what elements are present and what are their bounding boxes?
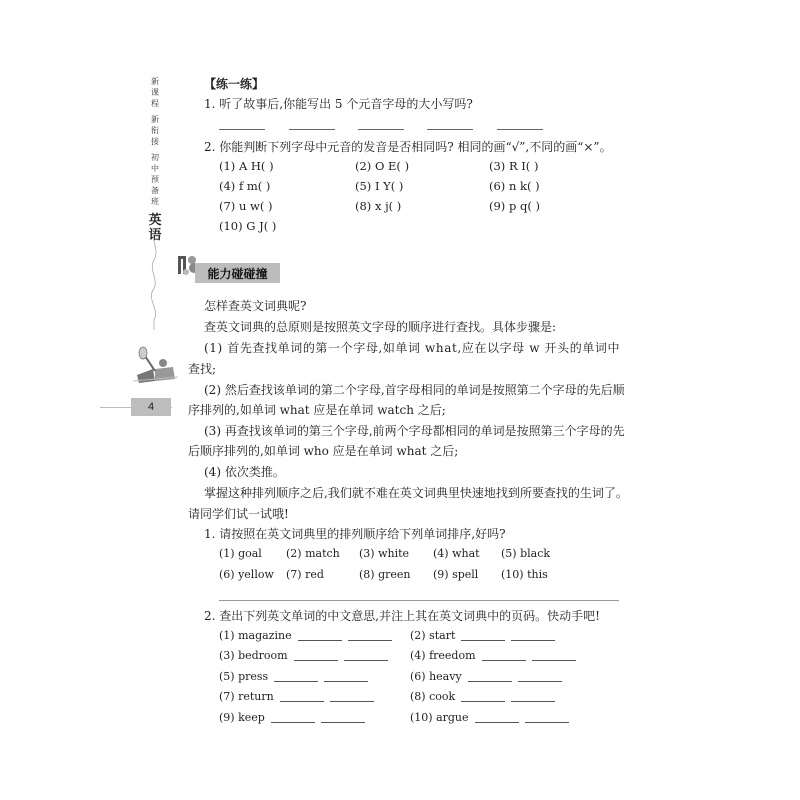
sort-word: (5) black	[501, 547, 551, 560]
series-title-vertical	[148, 76, 162, 243]
page-blank[interactable]	[348, 640, 392, 641]
ability-banner-title: 能力碰碰撞	[195, 263, 280, 283]
paragraph-line: (3) 再查找该单词的第三个字母,前两个字母都相同的单词是按照第三个字母的先	[204, 424, 625, 438]
page-blank[interactable]	[518, 681, 562, 682]
lookup-word-item: (7) return	[219, 690, 374, 703]
subject-char: 语	[148, 228, 162, 243]
series-char: 初	[151, 153, 159, 162]
paragraph-line: 序排列的,如单词 what 应是在单词 watch 之后;	[188, 403, 446, 417]
meaning-blank[interactable]	[294, 660, 338, 661]
practice-heading: 【练一练】	[204, 77, 265, 91]
subject-char: 英	[148, 213, 162, 228]
series-char: 新	[151, 77, 159, 86]
letter-pair-item[interactable]: (9) p q( )	[489, 199, 540, 213]
meaning-blank[interactable]	[461, 640, 505, 641]
paragraph-line: 查找;	[188, 362, 217, 376]
sort-word: (7) red	[286, 568, 324, 581]
page-blank[interactable]	[532, 660, 576, 661]
ability-question-2: 2. 查出下列英文单词的中文意思,并注上其在英文词典中的页码。快动手吧!	[204, 609, 600, 623]
letter-pair-item[interactable]: (7) u w( )	[219, 199, 273, 213]
sort-word: (3) white	[359, 547, 410, 560]
wavy-line-decoration	[140, 230, 170, 330]
lookup-word-item: (2) start	[410, 629, 555, 642]
paragraph-line: (4) 依次类推。	[204, 465, 285, 479]
sort-word: (1) goal	[219, 547, 262, 560]
paragraph-line: 后顺序排列的,如单词 who 应是在单词 what 之后;	[188, 444, 459, 458]
lookup-word-item: (6) heavy	[410, 670, 562, 683]
lookup-word-item: (4) freedom	[410, 649, 576, 662]
paragraph-line: (2) 然后查找该单词的第二个字母,首字母相同的单词是按照第二个字母的先后顺	[204, 383, 625, 397]
practice-question-2: 2. 你能判断下列字母中元音的发音是否相同吗? 相同的画“√”,不同的画“×”。	[204, 140, 612, 154]
series-char: 程	[151, 99, 159, 108]
series-char: 中	[151, 164, 159, 173]
page-blank[interactable]	[511, 701, 555, 702]
paragraph-line: 怎样查英文词典呢?	[204, 299, 307, 313]
lookup-word-item: (10) argue	[410, 711, 569, 724]
meaning-blank[interactable]	[475, 722, 519, 723]
ability-section-banner	[176, 252, 276, 281]
page-blank[interactable]	[525, 722, 569, 723]
sort-answer-line[interactable]	[219, 600, 619, 601]
paragraph-line: 掌握这种排列顺序之后,我们就不难在英文词典里快速地找到所要查找的生词了。	[204, 486, 628, 500]
meaning-blank[interactable]	[482, 660, 526, 661]
lookup-word-item: (9) keep	[219, 711, 365, 724]
series-char: 备	[151, 186, 159, 195]
answer-blank[interactable]	[427, 128, 473, 130]
meaning-blank[interactable]	[271, 722, 315, 723]
meaning-blank[interactable]	[461, 701, 505, 702]
sort-word: (9) spell	[433, 568, 479, 581]
lookup-word-item: (5) press	[219, 670, 368, 683]
letter-pair-item[interactable]: (5) I Y( )	[355, 179, 404, 193]
series-char: 接	[151, 137, 159, 146]
paragraph-line: (1) 首先查找单词的第一个字母,如单词 what,应在以字母 w 开头的单词中	[204, 341, 621, 355]
letter-pair-item[interactable]: (1) A H( )	[219, 159, 274, 173]
paragraph-line: 请同学们试一试哦!	[188, 507, 289, 521]
meaning-blank[interactable]	[274, 681, 318, 682]
letter-pair-item[interactable]: (4) f m( )	[219, 179, 271, 193]
ability-question-1: 1. 请按照在英文词典里的排列顺序给下列单词排序,好吗?	[204, 527, 506, 541]
letter-pair-item[interactable]: (8) x j( )	[355, 199, 402, 213]
sort-word: (4) what	[433, 547, 480, 560]
paragraph-line: 查英文词典的总原则是按照英文字母的顺序进行查找。具体步骤是:	[204, 320, 557, 334]
page-blank[interactable]	[330, 701, 374, 702]
meaning-blank[interactable]	[298, 640, 342, 641]
series-char: 新	[151, 115, 159, 124]
page-blank[interactable]	[321, 722, 365, 723]
sort-word: (8) green	[359, 568, 411, 581]
practice-question-1: 1. 听了故事后,你能写出 5 个元音字母的大小写吗?	[204, 97, 473, 111]
vowel-answer-blanks	[219, 128, 619, 132]
meaning-blank[interactable]	[280, 701, 324, 702]
page-blank[interactable]	[344, 660, 388, 661]
answer-blank[interactable]	[219, 128, 265, 130]
letter-pair-item[interactable]: (6) n k( )	[489, 179, 540, 193]
lookup-word-item: (3) bedroom	[219, 649, 388, 662]
letter-pair-item[interactable]: (10) G J( )	[219, 219, 277, 233]
lookup-word-item: (8) cook	[410, 690, 555, 703]
series-char: 衔	[151, 126, 159, 135]
sort-word: (6) yellow	[219, 568, 274, 581]
answer-blank[interactable]	[289, 128, 335, 130]
sort-word: (10) this	[501, 568, 548, 581]
letter-pair-item[interactable]: (3) R I( )	[489, 159, 539, 173]
series-char: 班	[151, 197, 159, 206]
series-char: 课	[151, 88, 159, 97]
series-char: 预	[151, 175, 159, 184]
page-blank[interactable]	[324, 681, 368, 682]
sort-word: (2) match	[286, 547, 340, 560]
page-blank[interactable]	[511, 640, 555, 641]
answer-blank[interactable]	[358, 128, 404, 130]
open-book-quill-icon	[133, 345, 178, 385]
meaning-blank[interactable]	[468, 681, 512, 682]
lookup-word-item: (1) magazine	[219, 629, 392, 642]
answer-blank[interactable]	[497, 128, 543, 130]
letter-pair-item[interactable]: (2) O E( )	[355, 159, 410, 173]
page-number: 4	[131, 398, 171, 416]
